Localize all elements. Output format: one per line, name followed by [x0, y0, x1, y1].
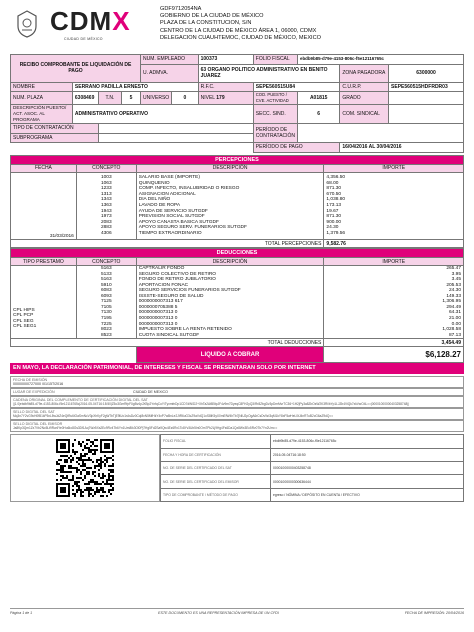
certification-value: egreso / NÓMINA / DEPÓSITO EN CUENTA / EFECTIVO	[271, 488, 464, 501]
cadena-label: CADENA ORIGINAL DEL COMPLEMENTO DE CERTIFICACIÓN DIGITAL DEL SAT	[13, 398, 148, 403]
total-deducciones-value: 3,454.49	[324, 339, 464, 347]
footer-page: Página 1 de 1	[10, 611, 33, 615]
liquido-label: LIQUIDO A COBRAR	[136, 347, 324, 363]
tipo-contratacion-label: TIPO DE CONTRATACIÓN	[11, 124, 99, 134]
fecha-emision-value: 00000000727000 /01/15T/2016	[13, 382, 64, 387]
percepciones-fechas: 31/03/2016	[11, 172, 77, 240]
certification-label: TIPO DE COMPROBANTE / MÉTODO DE PAGO	[161, 488, 271, 501]
cfdi-section	[10, 376, 464, 432]
footer-date: FECHA DE IMPRESIÓN: 20/04/2016	[404, 611, 464, 615]
certification-info-table	[160, 434, 464, 502]
num-plaza-label: NUM. PLAZA	[11, 92, 73, 105]
issuer-rfc: GDF9712054NA	[160, 6, 202, 12]
qr-section	[10, 434, 464, 502]
col-concepto: CONCEPTO	[76, 258, 136, 266]
brand-subtitle: CIUDAD DE MÉXICO	[64, 37, 103, 41]
desc-puesto-label: DESCRIPCIÓN PUESTO/ ACT. ASOC. AL PROGRAMA	[11, 105, 73, 124]
certification-value: 00001000000300636444	[271, 475, 464, 488]
employee-info-table	[10, 54, 464, 153]
sello-sat-value: Ja8Kp3Qm1Zx7Vb2Nc5Lt9Rw4Ye0Hu6Io8Gs3Df1Aq7Wz5Xs2Ec9Rv4Tb6Yn1Um8Ik3Ol0Pj7Hg5Fd2Sa9Qw4Ez6Rx1Tc8Yv3Ub5In0Om7Pk2Lj9Hg4Fs6Da1Qz8Wx3Ec5Rv0Tb7Yn2Um==	[13, 426, 278, 431]
u-adva-value: 63 ORGANO POLITICO ADMINISTRATIVO EN BENITO JUAREZ	[198, 64, 340, 82]
qr-code-icon	[56, 439, 114, 497]
sello-cfd-row	[10, 408, 464, 420]
blank-cell	[11, 143, 254, 153]
deducciones-tipos: CPL HIPS CPL PCP CPL SEG CPL SEG1	[11, 266, 77, 339]
com-sindical-label: COM. SINDICAL	[340, 105, 389, 124]
periodo-pago-value: 16/04/2016 AL 30/04/2016	[340, 143, 464, 153]
nombre-label: NOMBRE	[11, 82, 73, 92]
total-deducciones-label: TOTAL DEDUCCIONES	[11, 339, 324, 347]
brand-logo: CDMX	[50, 6, 131, 36]
sello-sat-row	[10, 420, 464, 432]
coat-of-arms-icon	[16, 10, 38, 38]
secc-sind-value: 6	[298, 105, 340, 124]
percepciones-conceptos: 1003 1063 1233 1313 1343 1363 1943 1973 2083 2883 4306	[76, 172, 136, 240]
u-adva-label: U. ADMVA.	[141, 64, 199, 82]
certification-row	[161, 461, 464, 474]
notice-banner: EN MAYO, LA DECLARACIÓN PATRIMONIAL, DE INTERESES Y FISCAL SE PRESENTARAN SOLO POR INTERNET	[10, 363, 464, 374]
folio-value: ebdb9b85-d79e-4153-806c-f5e12116765c	[298, 55, 464, 65]
footer	[10, 608, 464, 615]
percepciones-title: PERCEPCIONES	[11, 155, 464, 164]
total-percepciones-value: 9,582.76	[324, 240, 464, 248]
certification-row	[161, 475, 464, 488]
total-percepciones-label: TOTAL PERCEPCIONES	[11, 240, 324, 248]
nombre-value: SERRANO PADILLA ERNESTO	[72, 82, 198, 92]
issuer-address-1: PLAZA DE LA CONSTITUCION, S/N	[160, 20, 252, 27]
lugar-value: CIUDAD DE MEXICO	[133, 390, 168, 395]
tipo-contratacion-value	[98, 124, 253, 134]
liquido-amount: $6,128.27	[324, 347, 464, 363]
deducciones-conceptos: 5163 5133 5163 5910 6083 6093 7125 7105 7130 7195 7225 8023 8523	[76, 266, 136, 339]
certification-value: 00001000000403258748	[271, 461, 464, 474]
certification-label: FOLIO FISCAL	[161, 435, 271, 448]
certification-label: NO. DE SERIE DEL CERTIFICADO DEL EMISOR	[161, 475, 271, 488]
col-descripcion: DESCRIPCIÓN	[136, 258, 324, 266]
universo-value: 0	[172, 92, 198, 105]
zona-label: ZONA PAGADORA	[340, 64, 389, 82]
sello-sat-label: SELLO DIGITAL DEL EMISOR	[13, 422, 63, 427]
deducciones-descripciones: CAPTRALIR FONDO SEGURO COLECTIVO DE RETIRO FONDO DE RETIRO JUBILATORIO APORTACION FONAC SEGURO SERVICIOS FUNERARIOS SUTGDF ISSSTE-SEGURO DE SALUD 0000000007313 617 0000000705388 5 0000000007313 0 0000000007313 0 0000000007313 0 IMPUESTO SOBRE LA RENTA RETENIDO CUOTA SINDICAL SUTGDF	[136, 266, 324, 339]
periodo-pago-label: PERÍODO DE PAGO	[253, 143, 340, 153]
percepciones-importes: 4,356.50 68.00 871.30 670.50 1,038.80 173.13 19.67 871.30 900.00 24.30 1,379.56	[324, 172, 464, 240]
percepciones-table	[10, 155, 464, 249]
rfc-label: R.F.C.	[198, 82, 253, 92]
certification-row	[161, 435, 464, 448]
grado-value	[389, 92, 464, 105]
num-empleado-value: 100373	[198, 55, 253, 65]
issuer-address-2: CENTRO DE LA CIUDAD DE MÉXICO ÁREA 1, 06000, CDMX	[160, 27, 317, 34]
qr-code-container	[10, 434, 160, 502]
certification-row	[161, 448, 464, 461]
fecha-emision-label: FECHA DE EMISIÓN	[13, 378, 48, 383]
deducciones-table	[10, 248, 464, 363]
certification-label: NO. DE SERIE DEL CERTIFICADO DEL SAT	[161, 461, 271, 474]
secc-sind-label: SECC. SIND.	[253, 105, 297, 124]
cadena-row	[10, 396, 464, 408]
periodo-contratacion-value	[298, 124, 464, 143]
cadena-value: ||1.0|ebdb9b85-d79e-4153-806c-f5e12116765c|2016-05-04T16:18:50|Z5o3GmRfpF0gBv4pJXBp2YnfqCoY/TyxmfnDp1CD7dW/D2+XhTa2AtB5tpJF4v9m7DyeqC8FH2yQ3/Rr8ZbgDv3pDmMvrTC36+1H2jPy3a8ZbOsW2K3Ri/bYp1LJZb4ViQk7xkVwO4L==|00001000000403258748||	[13, 402, 409, 407]
deducciones-title: DEDUCCIONES	[11, 249, 464, 258]
cod-puesto-label: COD. PUESTO / CVE. ACTIVIDAD	[253, 92, 297, 105]
grado-label: GRADO	[340, 92, 389, 105]
lugar-row	[10, 388, 464, 396]
curp-label: C.U.R.P.	[340, 82, 389, 92]
certification-row	[161, 488, 464, 501]
certification-value: 2016-05-04T16:18:50	[271, 448, 464, 461]
desc-puesto-value: ADMINISTRATIVO OPERATIVO	[72, 105, 253, 124]
certification-value: ebdb9b85-d79e-4153-806c-f5e12116765c	[271, 435, 464, 448]
curp-value: SEPE560515HDFRDR03	[389, 82, 464, 92]
subprograma-label: SUBPROGRAMA	[11, 133, 99, 143]
fecha-emision-row	[10, 376, 464, 388]
subprograma-value	[98, 133, 253, 143]
com-sindical-value	[389, 105, 464, 124]
receipt-title: RECIBO COMPROBANTE DE LIQUIDACIÓN DE PAGO	[11, 55, 141, 83]
footer-center: ESTE DOCUMENTO ES UNA REPRESENTACIÓN IMPRESA DE UN CFDI	[158, 611, 279, 615]
col-importe: IMPORTE	[324, 258, 464, 266]
issuer-info	[160, 6, 321, 42]
num-empleado-label: NUM. EMPLEADO	[141, 55, 199, 65]
col-tipo-prestamo: TIPO PRESTAMO	[11, 258, 77, 266]
col-fecha: FECHA	[11, 164, 77, 172]
liquido-spacer	[11, 347, 137, 363]
lugar-label: LUGAR DE EXPEDICIÓN	[13, 390, 55, 395]
zona-value: 6300000	[389, 64, 464, 82]
col-importe: IMPORTE	[324, 164, 464, 172]
folio-label: FOLIO FISCAL	[253, 55, 297, 65]
deducciones-importes: 265.47 3.95 3.45 205.53 24.30 149.33 1,306.95 294.49 64.31 21.00 0.00 1,028.58 87.13	[324, 266, 464, 339]
col-descripcion: DESCRIPCIÓN	[136, 164, 324, 172]
nivel-label: NIVEL 179	[198, 92, 253, 105]
header	[10, 4, 464, 54]
num-plaza-value: 6308469	[72, 92, 98, 105]
certification-label: FECHA Y HORA DE CERTIFICACIÓN	[161, 448, 271, 461]
col-concepto: CONCEPTO	[76, 164, 136, 172]
tn-label: T.N.	[98, 92, 121, 105]
cod-puesto-value: A01815	[298, 92, 340, 105]
periodo-contratacion-label: PERÍODO DE CONTRATACIÓN	[253, 124, 297, 143]
issuer-name: GOBIERNO DE LA CIUDAD DE MÉXICO	[160, 13, 264, 20]
nivel-value: 179	[216, 95, 225, 101]
sello-cfd-value: Mq3n7Y2vG9cH0fB1kP5xL8wJdZ4eQtRu6iOaSmNcV3pXhKyF2gW7bTjE9lUo1rAsDz0CqI8vN5MfHkY4xP7wBnLe2JtR6uG3cZ9aVdQ1oS8iK5yX0mEfW4hTb7jNlU2pOgA6rCsDv9zI3qM1kY8xF5wHeL0tJ4nR7uB2cG6aZ9dQ==	[13, 414, 334, 419]
sello-cfd-label: SELLO DIGITAL DEL SAT	[13, 410, 55, 415]
universo-label: UNIVERSO	[141, 92, 172, 105]
percepciones-descripciones: SALARIO BASE (IMPORTE) QUINQUENIO COMP. INFECTO, INSALUBRIDAD O RIESGO ASIGNACION ADICIONAL DIA DEL NIÑO LAVADO DE ROPA AYUDA DE SERVICIO SUTGDF PREVISION SOCIAL SUTGDF APOYO CANASTA BASICA SUTGDF APOYO SEGURO SERV. FUNERARIOS SUTGDF TIEMPO EXTRAORDINARIO	[136, 172, 324, 240]
rfc-value: SEPE560515U84	[253, 82, 340, 92]
tn-value: 5	[122, 92, 141, 105]
issuer-address-3: DELEGACION CUAUHTEMOC, CIUDAD DE MÉXICO, MEXICO	[160, 34, 321, 41]
